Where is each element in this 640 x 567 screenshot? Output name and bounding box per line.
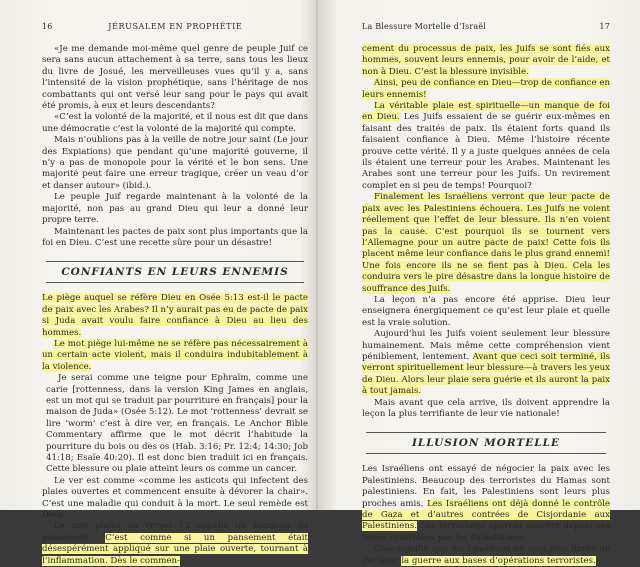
highlighted-text: Le piège auquel se réfère Dieu en Osée 5:13 est-il le pacte de paix avec les Arabes? Il n’y aurait pas eu de pacte de paix si Juda avait voulu faire confiance à Dieu au lieu des hommes. <box>42 293 308 338</box>
divider <box>366 453 606 454</box>
section-heading <box>362 432 610 454</box>
running-title: La Blessure Mortelle d’Israël <box>362 22 487 31</box>
text: Les Juifs essaient de se guérir eux-mêmes en faisant des traités de paix. Ils étaient forts quand ils faisaient confiance à Dieu. Même l’histoire récente prouve cette vérité. Il y a juste quelques années de cela ils étaient une terreur pour les Arabes. Maintenant les Arabes sont une terreur pour les Juifs. Un revirement complet en si peu de temps! Pourquoi? <box>362 112 611 191</box>
paragraph: Maintenant les pactes de paix sont plus importants que la foi en Dieu. C’est une recette sûre pour un désastre! <box>42 226 308 248</box>
paragraph <box>362 329 610 397</box>
text: Aujourd’hui les Juifs voient seulement leur blessure humainement. Mais même cette compréhension vient péniblement, lentement. <box>362 329 610 362</box>
text: Les Israéliens ont essayé de négocier la paix avec les Palestiniens. Beaucoup des terroristes du Hamas sont palestiniens. En fait, les Palestiniens sont leurs plus proches amis. <box>362 464 610 509</box>
paragraph <box>362 101 610 192</box>
paragraph: Le ver est comme «comme les asticots qui infectent des plaies ouvertes et commencent ensuite à dévorer la chair». C’est une maladie qui conduit à la mort. Le seul remède est Dieu. <box>42 475 308 521</box>
text: Cela signifie que les Israéliens ne sont plus libres de déclarer <box>362 544 610 566</box>
paragraph: Mais n’oublions pas à la veille de notre jour saint (Le jour des Expiations) que pendant qu’une majorité gouverne, il n’y a pas de monopole pour la vérité et le bon sens. Une majorité peut faire une erreur tragique, créer un veau d’or et danser autour» (ibid.). <box>42 135 308 191</box>
highlighted-text: C’est comme si un pansement était désespérément appliqué sur une plaie ouverte, tournant à l’inflammation. Dès le commen- <box>42 532 308 566</box>
paragraph: La leçon n’a pas encore été apprise. Dieu leur enseignera énergiquement ce qu’est leur plaie et quelle est la vraie solution. <box>362 294 610 328</box>
divider <box>46 282 304 283</box>
highlighted-text: Le mot piège lui-même ne se réfère pas nécessairement à un certain acte violent, mais il conduira indubitablement à la violence. <box>42 338 308 372</box>
paragraph: «Je me demande moi-même quel genre de peuple Juif ce sera sans aucun attachement à sa terre, sans tous les lieux du livre de Josué, les merveilleuses vues qu’il y a, sans l’intensité de la vision prophétique, sans l’héritage de nos combattants qui ont versé leur sang pour le pays qui avait été promis, à eux et leurs descendants? <box>42 44 308 112</box>
paragraph <box>42 339 308 373</box>
paragraph <box>42 293 308 339</box>
page-number: 16 <box>42 22 53 31</box>
page-number: 17 <box>599 22 610 31</box>
paragraph <box>362 464 610 544</box>
section-heading <box>42 261 308 283</box>
highlighted-text: Finalement les Israéliens verront que leur pacte de paix avec les Palestiniens échouera. Les Juifs ne voient réellement que l’effet de leur blessure. Ils n’en voient pas la cause. C’est pourquoi ils se tournent vers l’Allemagne pour un autre pacte de paix! Cette fois ils placent même leur confiance dans le plus grand ennemi! Une fois encore ils ne se fient pas à Dieu. Cela les conduira vers le pire désastre dans la longue histoire de souffrance des Juifs. <box>362 192 610 294</box>
section-title: CONFIANTS EN LEURS ENNEMIS <box>61 266 289 279</box>
highlighted-text: cement du processus de paix, les Juifs se sont fiés aux hommes, souvent leurs ennemis, pour avoir de l’aide, et non à Dieu. C’est la blessure invisible. <box>362 44 610 77</box>
highlighted-text: Les Israéliens ont déjà donné le contrôle de Gaza et d’autres contrées de Cisjordanie aux Palestiniens. <box>362 498 610 532</box>
right-page-header <box>362 22 610 34</box>
paragraph <box>42 521 308 567</box>
section-title: ILLUSION MORTELLE <box>411 437 561 450</box>
left-page-header <box>42 22 308 34</box>
block-quote: Je serai comme une teigne pour Ephraïm, comme une carie [rottenness, dans la version King James en anglais, est un mot qui se traduit par pourriture en français] pour la maison de Juda» (Osée 5:12). Le mot ‘rottenness’ devrait se lire ‘worm’ c’est à dire ver, en français. Le Anchor Bible Commentary affirme que le mot décrit l’habitude la pourriture du bois ou des os (Hab. 3:16; Pr. 12:4; 14:30; Job 41:18; Esaïe 40:20). Il est donc bien traduit ici en français. Cette blessure ou plaie atteint leurs os comme un cancer. <box>46 373 308 475</box>
highlighted-text: Avant que ceci soit terminé, ils verront spirituellement leur blessure—à travers les yeux de Dieu. Alors leur plaie sera guérie et ils auront la paix à tout jamais. <box>362 351 610 397</box>
paragraph <box>362 44 610 78</box>
paragraph: «C’est la volonté de la majorité, et il nous est dit que dans une démocratie c’est la volonté de la majorité qui compte. <box>42 112 308 134</box>
paragraph <box>362 78 610 101</box>
text: Le mot plaies au verset 13 appelle un bandage ou pansement. <box>42 521 308 543</box>
paragraph: Mais avant que cela arrive, ils doivent apprendre la leçon la plus terrifiante de leur vie nationale! <box>362 397 610 419</box>
paragraph <box>362 192 610 295</box>
running-title: JÉRUSALEM EN PROPHÉTIE <box>108 22 243 31</box>
right-page <box>318 0 640 566</box>
paragraph <box>362 544 610 567</box>
highlighted-text: Ainsi, peu de confiance en Dieu—trop de confiance en leurs ennemis! <box>362 78 610 100</box>
paragraph: Le peuple Juif regarde maintenant à la volonté de la majorité, non pas au grand Dieu qui leur a donné leur propre terre. <box>42 192 308 226</box>
highlighted-text: La véritable plaie est spirituelle—un manque de foi en Dieu. <box>362 101 610 123</box>
left-page <box>0 0 318 566</box>
text: Les terroristes opèrent souvent depuis ces zones contrôlées par les Palestiniens. <box>362 521 610 543</box>
highlighted-text: la guerre aux bases d’opérations terroristes. <box>401 555 596 566</box>
